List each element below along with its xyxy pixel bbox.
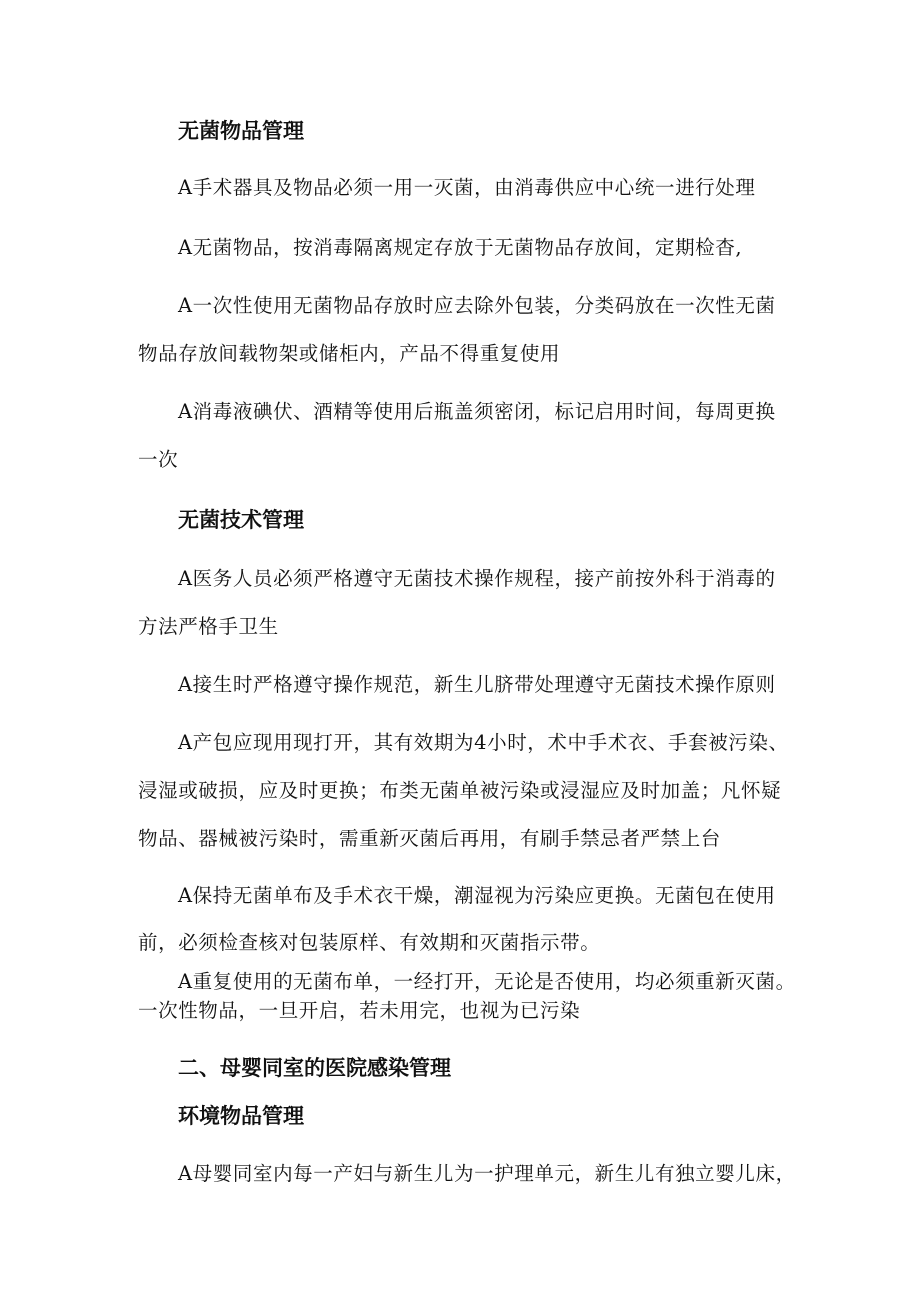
paragraph-line: A产包应现用现打开，其有效期为4小时，术中手术衣、手套被污染、 bbox=[178, 731, 789, 754]
paragraph-line: 物品存放间载物架或储柜内，产品不得重复使用 bbox=[138, 342, 561, 365]
paragraph-line: A接生时严格遵守操作规范，新生儿脐带处理遵守无菌技术操作原则 bbox=[178, 673, 776, 696]
section-heading-sterile-items: 无菌物品管理 bbox=[178, 119, 304, 143]
paragraph-line: 一次性物品，一旦开启，若未用完，也视为已污染 bbox=[138, 999, 581, 1022]
paragraph-line: 方法严格手卫生 bbox=[138, 615, 279, 638]
paragraph-line: A无菌物品，按消毒隔离规定存放于无菌物品存放间，定期检杳, bbox=[178, 236, 743, 259]
paragraph-line: 一次 bbox=[138, 448, 179, 471]
paragraph-line: A一次性使用无菌物品存放时应去除外包装，分类码放在一次性无菌 bbox=[178, 294, 776, 317]
chapter-title-rooming-in: 二、母婴同室的医院感染管理 bbox=[178, 1056, 451, 1080]
section-heading-sterile-technique: 无菌技术管理 bbox=[178, 508, 304, 532]
paragraph-line: A医务人员必须严格遵守无菌技术操作规程，接产前按外科于消毒的 bbox=[178, 567, 776, 590]
paragraph-line: 物品、器械被污染时，需重新灭菌后再用，有刷手禁忌者严禁上台 bbox=[138, 827, 721, 850]
paragraph-line: A手术器具及物品必须一用一灭菌，由消毒供应中心统一进行处理 bbox=[178, 176, 756, 199]
paragraph-line: A母婴同室内每一产妇与新生儿为一护理单元，新生儿有独立婴儿床， bbox=[178, 1162, 796, 1185]
paragraph-line: A消毒液碘伏、酒精等使用后瓶盖须密闭，标记启用时间，每周更换 bbox=[178, 400, 776, 423]
section-heading-environment: 环境物品管理 bbox=[178, 1104, 304, 1128]
paragraph-line: A保持无菌单布及手术衣干燥，潮湿视为污染应更换。无菌包在使用 bbox=[178, 884, 776, 907]
paragraph-line: 浸湿或破损，应及时更换；布类无菌单被污染或浸湿应及时加盖；凡怀疑 bbox=[138, 779, 782, 802]
paragraph-line: 前，必须检查核对包装原样、有效期和灭菌指示带。 bbox=[138, 931, 601, 954]
paragraph-line: A重复使用的无菌布单，一经打开，无论是否使用，均必须重新灭菌。 bbox=[178, 970, 796, 993]
